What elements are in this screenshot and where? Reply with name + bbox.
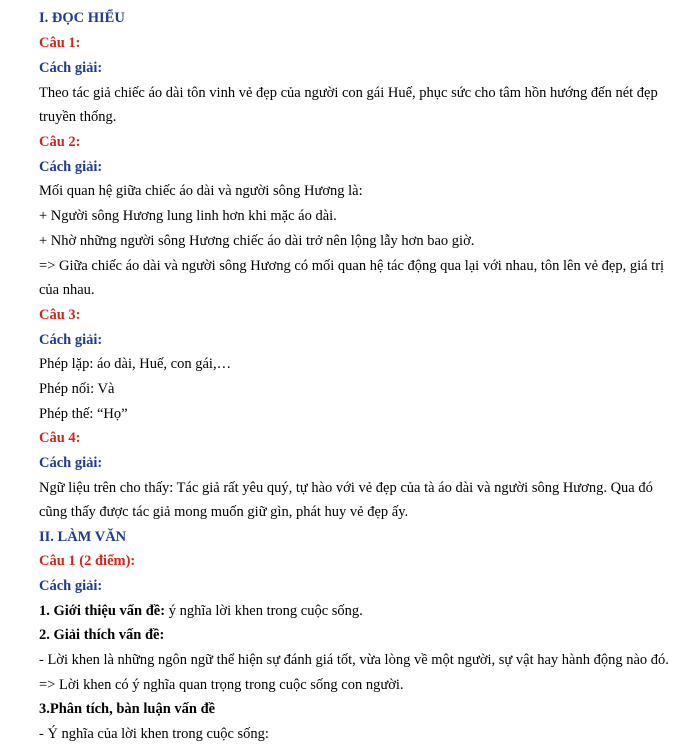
question-2-answer-line-2: + Người sông Hương lung linh hơn khi mặc áo dài.: [39, 208, 337, 224]
question-1-method-label: Cách giải:: [39, 60, 103, 76]
essay-point-1-label: 1. Giới thiệu vấn đề:: [39, 603, 166, 619]
question-3-title: Câu 3:: [39, 307, 81, 323]
question-4-answer-line-1: Ngữ liệu trên cho thấy: Tác giả rất yêu quý, tự hào với vẻ đẹp của tà áo dài và người sông Hương. Qua đó: [39, 480, 653, 496]
question-1-answer-line-2: truyền thống.: [39, 109, 117, 125]
essay-point-3-label: 3.Phân tích, bàn luận vấn đề: [39, 701, 216, 717]
question-1-title: Câu 1:: [39, 35, 81, 51]
question-4-title: Câu 4:: [39, 430, 81, 446]
essay-1-method-label: Cách giải:: [39, 578, 103, 594]
question-3-method-label: Cách giải:: [39, 332, 103, 348]
essay-point-2-line-1: - Lời khen là những ngôn ngữ thể hiện sự đánh giá tốt, vừa lòng về một người, sự vật hay hành động nào đó.: [39, 652, 669, 668]
question-2-answer-line-1: Mối quan hệ giữa chiếc áo dài và người sông Hương là:: [39, 183, 363, 199]
question-3-answer-line-2: Phép nối: Và: [39, 381, 115, 397]
question-4-method-label: Cách giải:: [39, 455, 103, 471]
question-2-answer-line-4: => Giữa chiếc áo dài và người sông Hương có mối quan hệ tác động qua lại với nhau, tôn lên vẻ đẹp, giá trị: [39, 258, 665, 274]
essay-point-2-label: 2. Giải thích vấn đề:: [39, 627, 165, 643]
question-2-answer-line-3: + Nhờ những người sông Hương chiếc áo dài trở nên lộng lẫy hơn bao giờ.: [39, 233, 475, 249]
question-1-answer-line-1: Theo tác giả chiếc áo dài tôn vinh vẻ đẹp của người con gái Huế, phục sức cho tâm hồn hướng đến nét đẹp: [39, 85, 658, 101]
question-3-answer-line-3: Phép thế: “Họ”: [39, 406, 128, 422]
essay-point-1-text: ý nghĩa lời khen trong cuộc sống.: [165, 603, 363, 619]
question-4-answer-line-2: cũng thấy được tác giả mong muốn giữ gìn, phát huy vẻ đẹp ấy.: [39, 504, 409, 520]
essay-point-3-line-1: - Ý nghĩa của lời khen trong cuộc sống:: [39, 726, 269, 742]
essay-point-1: [39, 599, 688, 624]
essay-point-2-line-2: => Lời khen có ý nghĩa quan trọng trong cuộc sống con người.: [39, 677, 404, 693]
question-3-answer-line-1: Phép lặp: áo dài, Huế, con gái,…: [39, 356, 232, 372]
question-2-method-label: Cách giải:: [39, 159, 103, 175]
section-title-reading: I. ĐỌC HIỂU: [39, 10, 125, 26]
question-2-answer-line-5: của nhau.: [39, 282, 95, 298]
section-title-writing: II. LÀM VĂN: [39, 529, 127, 545]
question-2-title: Câu 2:: [39, 134, 81, 150]
essay-1-title: Câu 1 (2 điểm):: [39, 553, 136, 569]
